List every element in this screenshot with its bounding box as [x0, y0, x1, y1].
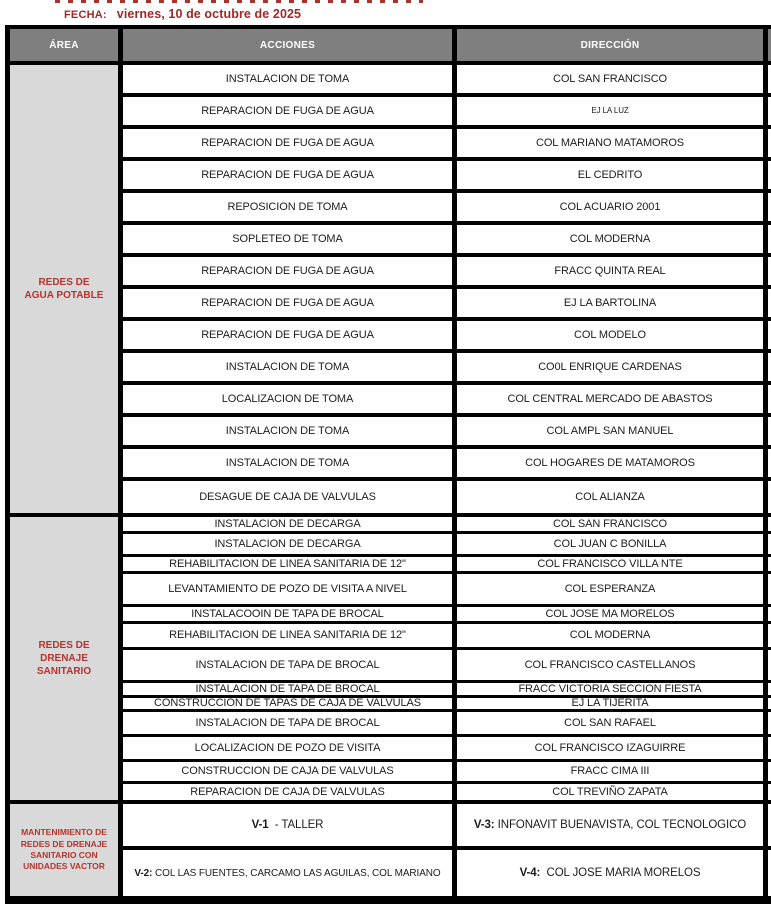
direccion-cell: EL CEDRITO [457, 161, 768, 189]
direccion-cell: FRACC QUINTA REAL [457, 257, 768, 285]
accion-cell: REPOSICION DE TOMA [123, 193, 457, 221]
direccion-cell: EJ LA LUZ [457, 97, 768, 125]
table-row [123, 481, 771, 513]
accion-cell: INSTALACION DE TAPA DE BROCAL [123, 712, 457, 734]
table-row [123, 517, 771, 534]
table-section [10, 517, 771, 804]
accion-cell: INSTALACION DE TOMA [123, 417, 457, 445]
direccion-cell: COL MODERNA [457, 225, 768, 253]
accion-cell: V-1 - TALLER [123, 804, 457, 846]
accion-cell: INSTALACION DE TOMA [123, 65, 457, 93]
accion-cell: CONSTRUCCION DE TAPAS DE CAJA DE VALVULAS [123, 698, 457, 709]
table-row [123, 65, 771, 97]
accion-cell: REPARACION DE FUGA DE AGUA [123, 129, 457, 157]
accion-cell: REPARACION DE FUGA DE AGUA [123, 161, 457, 189]
table-row [123, 574, 771, 607]
table-row [123, 225, 771, 257]
direccion-cell: COL FRANCISCO VILLA NTE [457, 557, 768, 571]
accion-cell: REPARACION DE FUGA DE AGUA [123, 321, 457, 349]
accion-cell: SOPLETEO DE TOMA [123, 225, 457, 253]
direccion-cell: CO0L ENRIQUE CARDENAS [457, 353, 768, 381]
accion-cell: INSTALACION DE TOMA [123, 353, 457, 381]
table-row [123, 712, 771, 737]
direccion-cell: COL FRANCISCO IZAGUIRRE [457, 737, 768, 759]
header-acciones: ACCIONES [123, 29, 457, 61]
header-area: ÁREA [10, 29, 123, 61]
direccion-cell: COL MARIANO MATAMOROS [457, 129, 768, 157]
accion-cell: REHABILITACION DE LINEA SANITARIA DE 12" [123, 624, 457, 647]
direccion-cell: COL ALIANZA [457, 481, 768, 513]
accion-cell: INSTALACION DE DECARGA [123, 517, 457, 531]
accion-cell: REPARACION DE FUGA DE AGUA [123, 289, 457, 317]
direccion-cell: COL SAN FRANCISCO [457, 65, 768, 93]
accion-cell: DESAGUE DE CAJA DE VALVULAS [123, 481, 457, 513]
direccion-cell: EJ LA BARTOLINA [457, 289, 768, 317]
table-row [123, 804, 771, 850]
direccion-cell: COL AMPL SAN MANUEL [457, 417, 768, 445]
section-rows [123, 517, 771, 800]
date-line [64, 7, 771, 21]
table-row [123, 650, 771, 683]
table-row [123, 557, 771, 574]
table-row [123, 762, 771, 784]
accion-cell: REPARACION DE FUGA DE AGUA [123, 97, 457, 125]
accion-cell: INSTALACION DE TOMA [123, 449, 457, 477]
table-row [123, 129, 771, 161]
accion-cell: REPARACION DE FUGA DE AGUA [123, 257, 457, 285]
accion-cell: LOCALIZACION DE POZO DE VISITA [123, 737, 457, 759]
area-label: MANTENIMIENTO DE REDES DE DRENAJE SANITARIO CON UNIDADES VACTOR [10, 804, 123, 896]
accion-cell: INSTALACION DE TAPA DE BROCAL [123, 683, 457, 695]
table-row [123, 534, 771, 557]
table-row [123, 257, 771, 289]
direccion-cell: COL MODELO [457, 321, 768, 349]
direccion-cell: FRACC CIMA III [457, 762, 768, 781]
direccion-cell: V-3: INFONAVIT BUENAVISTA, COL TECNOLOGICO [457, 804, 768, 846]
direccion-cell: COL ESPERANZA [457, 574, 768, 604]
area-label: REDES DE AGUA POTABLE [10, 65, 123, 513]
table-row [123, 784, 771, 800]
accion-cell: LOCALIZACION DE TOMA [123, 385, 457, 413]
direccion-cell: COL SAN FRANCISCO [457, 517, 768, 531]
direccion-cell: COL HOGARES DE MATAMOROS [457, 449, 768, 477]
direccion-cell: COL JUAN C BONILLA [457, 534, 768, 554]
table-row [123, 449, 771, 481]
accion-cell: LEVANTAMIENTO DE POZO DE VISITA A NIVEL [123, 574, 457, 604]
direccion-cell: FRACC VICTORIA SECCION FIESTA [457, 683, 768, 695]
date-label: FECHA: [64, 9, 107, 21]
accion-cell: INSTALACOOIN DE TAPA DE BROCAL [123, 607, 457, 621]
table-row [123, 607, 771, 624]
direccion-cell: EJ LA TIJERITA [457, 698, 768, 709]
area-label: REDES DE DRENAJE SANITARIO [10, 517, 123, 800]
clipped-text-remnant [55, 0, 423, 3]
table-row [123, 624, 771, 650]
direccion-cell: COL SAN RAFAEL [457, 712, 768, 734]
direccion-cell: COL MODERNA [457, 624, 768, 647]
table-section [10, 804, 771, 896]
accion-cell: INSTALACION DE TAPA DE BROCAL [123, 650, 457, 680]
table-row [123, 161, 771, 193]
accion-cell: CONSTRUCCION DE CAJA DE VALVULAS [123, 762, 457, 781]
table-row [123, 850, 771, 896]
report-table [5, 25, 771, 904]
table-row [123, 698, 771, 712]
table-row [123, 385, 771, 417]
table-row [123, 321, 771, 353]
date-value: viernes, 10 de octubre de 2025 [116, 7, 302, 21]
table-row [123, 193, 771, 225]
table-row [123, 97, 771, 129]
direccion-cell: COL CENTRAL MERCADO DE ABASTOS [457, 385, 768, 413]
direccion-cell: COL TREVIÑO ZAPATA [457, 784, 768, 800]
accion-cell: INSTALACION DE DECARGA [123, 534, 457, 554]
direccion-cell: COL JOSE MA MORELOS [457, 607, 768, 621]
table-row [123, 683, 771, 698]
direccion-cell: V-4: COL JOSE MARIA MORELOS [457, 850, 768, 896]
accion-cell: REHABILITACION DE LINEA SANITARIA DE 12" [123, 557, 457, 571]
table-row [123, 737, 771, 762]
accion-cell: REPARACION DE CAJA DE VALVULAS [123, 784, 457, 800]
table-row [123, 289, 771, 321]
table-row [123, 353, 771, 385]
accion-cell: V-2: COL LAS FUENTES, CARCAMO LAS AGUILAS, COL MARIANO [123, 850, 457, 896]
direccion-cell: COL FRANCISCO CASTELLANOS [457, 650, 768, 680]
table-section [10, 65, 771, 517]
header-direccion: DIRECCIÓN [457, 29, 768, 61]
section-rows [123, 804, 771, 896]
section-rows [123, 65, 771, 513]
direccion-cell: COL ACUARIO 2001 [457, 193, 768, 221]
table-header-row [10, 29, 771, 65]
table-row [123, 417, 771, 449]
